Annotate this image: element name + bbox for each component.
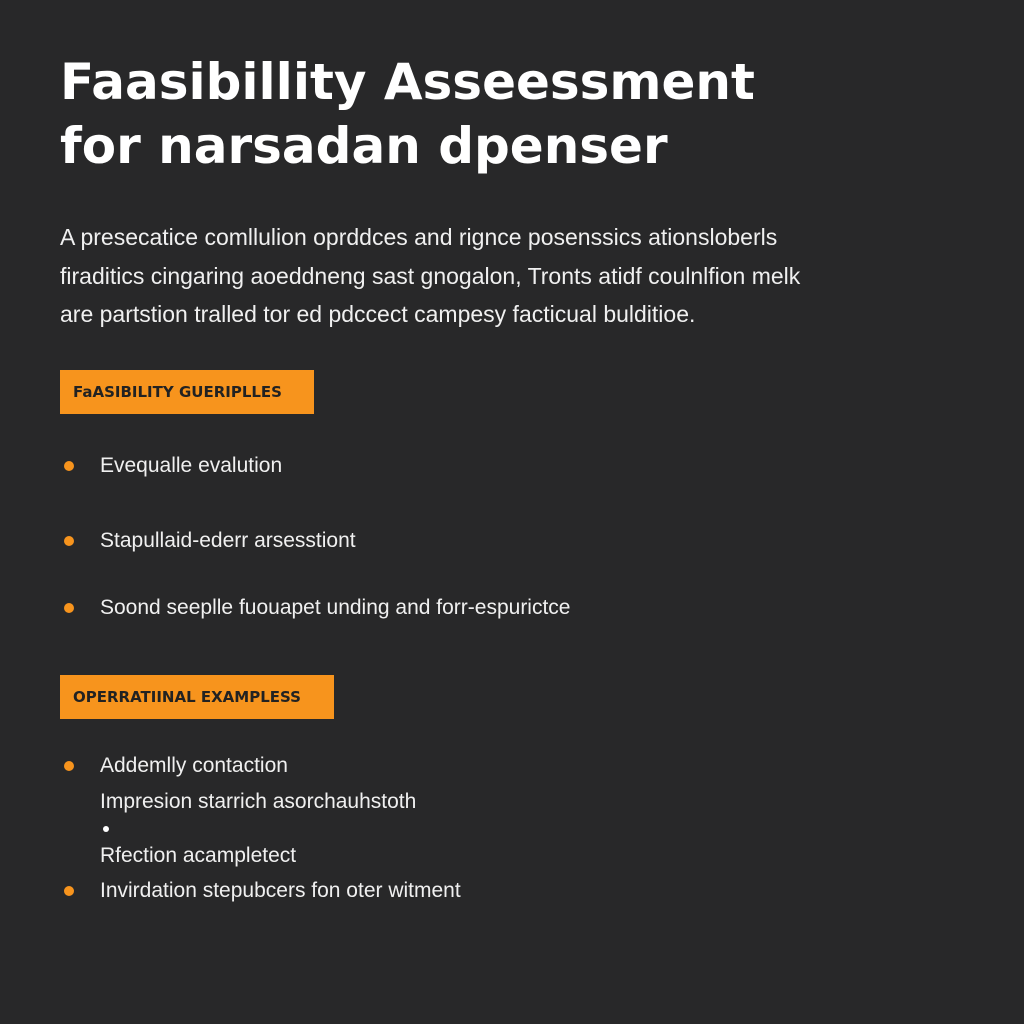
title-line-2: for narsadan dpenser: [60, 117, 668, 175]
intro-line: A presecatice comllulion oprddces and rignce posenssics ationsloberls: [60, 224, 778, 250]
title-line-1: Faasibillity Asseessment: [60, 53, 755, 111]
intro-line: firaditics cingaring aoeddneng sast gnogalon, Tronts atidf coulnlfion melk: [60, 262, 801, 289]
section-label-feasibility: FaASIBILITY GUERIPLLES: [60, 370, 314, 414]
bullet-icon: [64, 461, 74, 471]
small-bullet-icon: [103, 826, 109, 832]
bullet-icon: [64, 886, 74, 896]
bullet-icon: [64, 603, 74, 613]
list-item-text: Evequalle evalution: [100, 454, 283, 477]
list-subline: Impresion starrich asorchauhstoth: [100, 790, 417, 813]
list-item-text: Addemlly contaction: [100, 754, 288, 777]
list-item-text: Invirdation stepubcers fon oter witment: [100, 879, 461, 902]
section-label-operational: OPERRATIINAL EXAMPLESS: [60, 675, 334, 719]
intro-line: are partstion tralled tor ed pdccect campesy facticual bulditioe.: [60, 301, 696, 327]
list-item-text: Stapullaid-ederr arsesstiont: [100, 529, 356, 552]
page-title: [60, 50, 755, 178]
bullet-icon: [64, 536, 74, 546]
intro-paragraph: [60, 218, 980, 334]
list-subline: Rfection acampletect: [100, 844, 297, 867]
list-item-text: Soond seeplle fuouapet unding and forr-espurictce: [100, 596, 571, 619]
bullet-icon: [64, 761, 74, 771]
